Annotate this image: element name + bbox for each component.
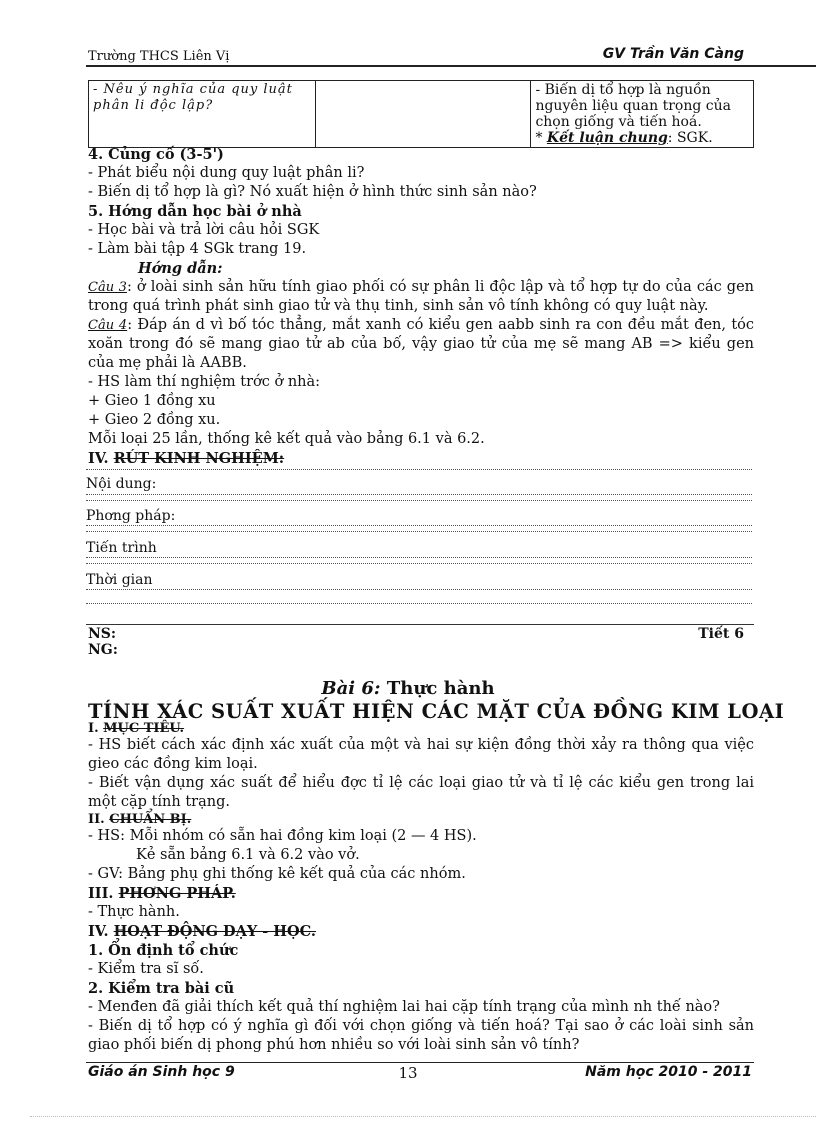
muctieu-title: MỤC TIÊU.: [103, 721, 185, 736]
dotted-line: [86, 500, 752, 501]
summary-table: [88, 80, 754, 148]
list-item: - Kiểm tra sĩ số.: [88, 961, 204, 977]
phuongphap-title: PHƠNG PHÁP.: [118, 885, 236, 902]
cau4-paragraph: [88, 316, 754, 373]
list-item: + Gieo 2 đồng xu.: [88, 412, 221, 428]
section-title-phuongphap: [88, 884, 754, 903]
lesson-type: Thực hành: [380, 678, 495, 699]
page-edge: [30, 1116, 816, 1117]
list-item: Mỗi loại 25 lần, thống kê kết quả vào bảng 6.1 và 6.2.: [88, 431, 485, 447]
muctieu-prefix: I.: [88, 721, 104, 736]
dotted-line: [86, 469, 752, 470]
section-title-chuanbi: [88, 812, 754, 827]
answer-text: - Biến dị tổ hợp là nguồn nguyên liệu quan trọng của chọn giống và tiến hoá.: [535, 82, 731, 130]
chuanbi-prefix: II.: [88, 812, 110, 827]
phuongphap-prefix: III.: [88, 885, 119, 902]
lesson-number: Bài 6:: [321, 678, 381, 699]
lesson6-body: [88, 721, 754, 1055]
section-title-cungco: 4. Củng cố (3-5'): [88, 146, 224, 163]
list-item: - Biến dị tổ hợp là gì? Nó xuất hiện ở hình thức sinh sản nào?: [88, 184, 537, 200]
cau3-text: : ở loài sinh sản hữu tính giao phối có sự phân li độc lập và tổ hợp tự do của các gen trong quá trình phát sinh giao tử và thụ tinh, sinh sản vô tính không có quy luật này.: [88, 279, 754, 314]
conclusion-line: [535, 130, 749, 146]
dotted-line: [86, 589, 752, 590]
cau4-text: : Đáp án d vì bố tóc thẳng, mắt xanh có kiểu gen aabb sinh ra con đều mắt đen, tóc xoăn trong đó sẽ mang giao tử ab của bố, vậy giao tử của mẹ sẽ mang AB => kiểu gen của mẹ phải là AABB.: [88, 317, 754, 371]
lesson5-body: [88, 145, 754, 468]
conclusion-prefix: *: [535, 130, 547, 146]
lesson-title: [0, 678, 816, 699]
hoatdong-prefix: IV.: [88, 923, 114, 940]
rutkinh-row: Nội dung:: [86, 476, 157, 492]
header-teacher: GV Trần Văn Càng: [602, 46, 744, 62]
header-divider: [86, 65, 816, 67]
section-title-hoatdong: [88, 922, 754, 941]
section-title-kiemtra: 2. Kiểm tra bài cũ: [88, 980, 235, 997]
list-item: Kẻ sẵn bảng 6.1 và 6.2 vào vở.: [136, 847, 360, 863]
list-item: - GV: Bảng phụ ghi thống kê kết quả của các nhóm.: [88, 866, 466, 882]
ns-label: NS:: [88, 626, 117, 642]
cau4-label: Câu 4: [88, 318, 128, 333]
dotted-line: [86, 531, 752, 532]
dotted-line: [86, 603, 752, 604]
list-item: - HS biết cách xác định xác xuất của một và hai sự kiện đồng thời xảy ra thông qua việc gieo các đồng kim loại.: [88, 737, 754, 772]
dotted-line: [86, 563, 752, 564]
lesson-separator: [86, 624, 754, 625]
list-item: - Học bài và trả lời câu hỏi SGK: [88, 222, 320, 238]
list-item: - HS: Mỗi nhóm có sẵn hai đồng kim loại (2 — 4 HS).: [88, 828, 477, 844]
conclusion-text: : SGK.: [667, 130, 713, 146]
table-row: [89, 81, 754, 148]
list-item: - Phát biểu nội dung quy luật phân li?: [88, 165, 365, 181]
footer-right: Năm học 2010 - 2011: [585, 1064, 752, 1080]
ng-label: NG:: [88, 642, 118, 658]
list-item: - Thực hành.: [88, 904, 180, 920]
rutkinh-prefix: IV.: [88, 450, 114, 467]
list-item: - Làm bài tập 4 SGk trang 19.: [88, 241, 307, 257]
header-school: Trường THCS Liên Vị: [88, 49, 230, 64]
rutkinh-row: Phơng pháp:: [86, 508, 176, 524]
cau3-paragraph: [88, 278, 754, 316]
table-cell-question: - Nêu ý nghĩa của quy luật phân li độc lập?: [89, 81, 316, 148]
tiet-label: Tiết 6: [698, 626, 744, 642]
section-title-rutkinh: [88, 449, 754, 468]
section-title-huongdan: 5. Hớng dẫn học bài ở nhà: [88, 203, 302, 220]
footer-left: Giáo án Sinh học 9: [88, 1064, 235, 1080]
dotted-line: [86, 557, 752, 558]
footer-divider: [86, 1062, 754, 1063]
list-item: + Gieo 1 đồng xu: [88, 393, 216, 409]
section-title-ondinh: 1. Ổn định tổ chức: [88, 942, 239, 959]
table-cell-answer: [531, 81, 754, 148]
conclusion-label: Kết luận chung: [546, 130, 668, 146]
rutkinh-row: Thời gian: [86, 572, 153, 588]
rutkinh-title: RÚT KINH NGHIỆM:: [113, 450, 285, 467]
cau3-label: Câu 3: [88, 280, 127, 295]
list-item: - Menđen đã giải thích kết quả thí nghiệm lai hai cặp tính trạng của mình nh thế nào?: [88, 999, 720, 1015]
dotted-line: [86, 494, 752, 495]
chuanbi-title: CHUẨN BỊ.: [109, 812, 192, 827]
lesson-main-title: TÍNH XÁC SUẤT XUẤT HIỆN CÁC MẶT CỦA ĐỒNG KIM LOẠI: [88, 700, 785, 723]
rutkinh-row: Tiến trình: [86, 540, 157, 556]
table-cell-middle: [316, 81, 531, 148]
list-item: - Biến dị tổ hợp có ý nghĩa gì đối với chọn giống và tiến hoá? Tại sao ở các loài sinh sản giao phối biến dị phong phú hơn nhiều so với loài sinh sản vô tính?: [88, 1018, 754, 1053]
dotted-line: [86, 525, 752, 526]
list-item: - Biết vận dụng xác suất để hiểu đợc tỉ lệ các loại giao tử và tỉ lệ các kiểu gen trong lai một cặp tính trạng.: [88, 775, 754, 810]
section-title-muctieu: [88, 721, 754, 736]
hoatdong-title: HOẠT ĐỘNG DẠY - HỌC.: [113, 923, 316, 940]
page-number: 13: [398, 1064, 418, 1082]
list-item: - HS làm thí nghiệm trớc ở nhà:: [88, 374, 321, 390]
huongdan-subtitle: Hớng dẫn:: [138, 260, 223, 277]
